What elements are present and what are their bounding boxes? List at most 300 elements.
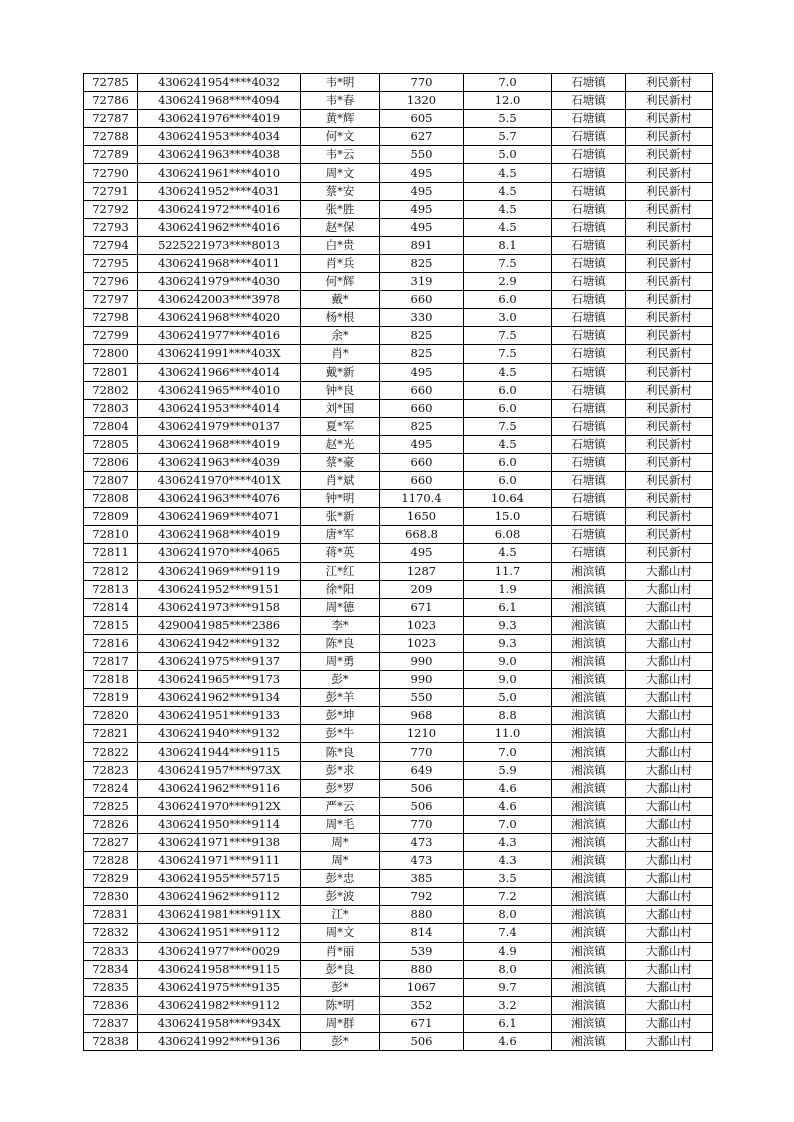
id-number-cell: 4306241969****9119 (138, 562, 301, 580)
town-cell: 石塘镇 (552, 381, 626, 399)
id-number-cell: 4306241982****9112 (138, 996, 301, 1014)
id-number-cell: 4306241951****9133 (138, 707, 301, 725)
serial-number-cell: 72788 (84, 128, 138, 146)
amount-cell: 495 (380, 363, 464, 381)
table-row (84, 128, 713, 146)
amount-cell: 495 (380, 218, 464, 236)
village-cell: 利民新村 (626, 544, 713, 562)
serial-number-cell: 72793 (84, 218, 138, 236)
id-number-cell: 4306241970****401X (138, 472, 301, 490)
serial-number-cell: 72824 (84, 779, 138, 797)
village-cell: 大鄱山村 (626, 761, 713, 779)
area-cell: 4.6 (464, 1032, 552, 1050)
serial-number-cell: 72822 (84, 743, 138, 761)
id-number-cell: 4306241972****4016 (138, 200, 301, 218)
table-row (84, 74, 713, 92)
area-cell: 15.0 (464, 508, 552, 526)
area-cell: 10.64 (464, 490, 552, 508)
area-cell: 4.5 (464, 435, 552, 453)
town-cell: 湘滨镇 (552, 616, 626, 634)
village-cell: 利民新村 (626, 200, 713, 218)
id-number-cell: 4306241979****4030 (138, 273, 301, 291)
name-cell: 蒋*英 (301, 544, 380, 562)
name-cell: 江* (301, 906, 380, 924)
village-cell: 利民新村 (626, 92, 713, 110)
town-cell: 湘滨镇 (552, 562, 626, 580)
village-cell: 利民新村 (626, 453, 713, 471)
area-cell: 7.0 (464, 743, 552, 761)
area-cell: 4.6 (464, 779, 552, 797)
area-cell: 5.0 (464, 146, 552, 164)
town-cell: 石塘镇 (552, 526, 626, 544)
table-row (84, 689, 713, 707)
name-cell: 徐*阳 (301, 580, 380, 598)
name-cell: 彭* (301, 1032, 380, 1050)
id-number-cell: 4306241940****9132 (138, 725, 301, 743)
village-cell: 利民新村 (626, 399, 713, 417)
area-cell: 8.0 (464, 960, 552, 978)
table-row (84, 381, 713, 399)
town-cell: 湘滨镇 (552, 942, 626, 960)
serial-number-cell: 72826 (84, 815, 138, 833)
town-cell: 石塘镇 (552, 399, 626, 417)
village-cell: 利民新村 (626, 417, 713, 435)
amount-cell: 506 (380, 779, 464, 797)
village-cell: 大鄱山村 (626, 707, 713, 725)
table-body (84, 74, 713, 1051)
table-row (84, 508, 713, 526)
serial-number-cell: 72820 (84, 707, 138, 725)
name-cell: 张*新 (301, 508, 380, 526)
name-cell: 杨*根 (301, 309, 380, 327)
table-row (84, 960, 713, 978)
serial-number-cell: 72794 (84, 236, 138, 254)
area-cell: 6.08 (464, 526, 552, 544)
name-cell: 钟*明 (301, 490, 380, 508)
serial-number-cell: 72832 (84, 924, 138, 942)
serial-number-cell: 72805 (84, 435, 138, 453)
table-row (84, 707, 713, 725)
serial-number-cell: 72796 (84, 273, 138, 291)
amount-cell: 660 (380, 399, 464, 417)
id-number-cell: 4306241951****9112 (138, 924, 301, 942)
id-number-cell: 4306241950****9114 (138, 815, 301, 833)
town-cell: 湘滨镇 (552, 797, 626, 815)
id-number-cell: 4306241963****4039 (138, 453, 301, 471)
village-cell: 大鄱山村 (626, 580, 713, 598)
name-cell: 肖*斌 (301, 472, 380, 490)
town-cell: 湘滨镇 (552, 960, 626, 978)
amount-cell: 550 (380, 146, 464, 164)
amount-cell: 1210 (380, 725, 464, 743)
serial-number-cell: 72787 (84, 110, 138, 128)
amount-cell: 1170.4 (380, 490, 464, 508)
village-cell: 大鄱山村 (626, 725, 713, 743)
name-cell: 戴* (301, 291, 380, 309)
id-number-cell: 4306241968****4019 (138, 526, 301, 544)
table-row (84, 743, 713, 761)
amount-cell: 209 (380, 580, 464, 598)
area-cell: 3.2 (464, 996, 552, 1014)
serial-number-cell: 72837 (84, 1014, 138, 1032)
area-cell: 6.0 (464, 453, 552, 471)
table-row (84, 254, 713, 272)
village-cell: 大鄱山村 (626, 852, 713, 870)
town-cell: 湘滨镇 (552, 815, 626, 833)
town-cell: 石塘镇 (552, 309, 626, 327)
id-number-cell: 4306241968****4011 (138, 254, 301, 272)
town-cell: 湘滨镇 (552, 707, 626, 725)
area-cell: 4.5 (464, 544, 552, 562)
amount-cell: 495 (380, 544, 464, 562)
area-cell: 4.5 (464, 363, 552, 381)
amount-cell: 649 (380, 761, 464, 779)
area-cell: 1.9 (464, 580, 552, 598)
village-cell: 利民新村 (626, 128, 713, 146)
amount-cell: 506 (380, 1032, 464, 1050)
name-cell: 唐*军 (301, 526, 380, 544)
name-cell: 蔡*豪 (301, 453, 380, 471)
table-row (84, 236, 713, 254)
area-cell: 8.8 (464, 707, 552, 725)
amount-cell: 473 (380, 852, 464, 870)
serial-number-cell: 72808 (84, 490, 138, 508)
amount-cell: 1320 (380, 92, 464, 110)
id-number-cell: 4306241968****4019 (138, 435, 301, 453)
village-cell: 大鄱山村 (626, 689, 713, 707)
area-cell: 11.0 (464, 725, 552, 743)
village-cell: 大鄱山村 (626, 960, 713, 978)
table-row (84, 435, 713, 453)
name-cell: 陈*良 (301, 634, 380, 652)
table-row (84, 833, 713, 851)
table-row (84, 453, 713, 471)
name-cell: 韦*明 (301, 74, 380, 92)
serial-number-cell: 72803 (84, 399, 138, 417)
table-row (84, 417, 713, 435)
name-cell: 钟*良 (301, 381, 380, 399)
name-cell: 韦*云 (301, 146, 380, 164)
town-cell: 湘滨镇 (552, 852, 626, 870)
serial-number-cell: 72813 (84, 580, 138, 598)
table-row (84, 544, 713, 562)
id-number-cell: 4306241966****4014 (138, 363, 301, 381)
area-cell: 9.3 (464, 616, 552, 634)
area-cell: 3.5 (464, 870, 552, 888)
village-cell: 利民新村 (626, 327, 713, 345)
serial-number-cell: 72792 (84, 200, 138, 218)
area-cell: 8.0 (464, 906, 552, 924)
name-cell: 赵*保 (301, 218, 380, 236)
id-number-cell: 4306241971****9111 (138, 852, 301, 870)
village-cell: 大鄱山村 (626, 1014, 713, 1032)
amount-cell: 1023 (380, 616, 464, 634)
town-cell: 湘滨镇 (552, 978, 626, 996)
town-cell: 湘滨镇 (552, 779, 626, 797)
town-cell: 湘滨镇 (552, 653, 626, 671)
area-cell: 5.5 (464, 110, 552, 128)
village-cell: 大鄱山村 (626, 942, 713, 960)
name-cell: 彭* (301, 978, 380, 996)
amount-cell: 1287 (380, 562, 464, 580)
serial-number-cell: 72835 (84, 978, 138, 996)
serial-number-cell: 72785 (84, 74, 138, 92)
name-cell: 肖* (301, 345, 380, 363)
village-cell: 大鄱山村 (626, 833, 713, 851)
area-cell: 11.7 (464, 562, 552, 580)
amount-cell: 792 (380, 888, 464, 906)
amount-cell: 1023 (380, 634, 464, 652)
table-row (84, 888, 713, 906)
area-cell: 4.5 (464, 218, 552, 236)
area-cell: 5.7 (464, 128, 552, 146)
table-row (84, 526, 713, 544)
area-cell: 7.4 (464, 924, 552, 942)
table-row (84, 1032, 713, 1050)
area-cell: 9.0 (464, 671, 552, 689)
area-cell: 7.5 (464, 417, 552, 435)
serial-number-cell: 72797 (84, 291, 138, 309)
id-number-cell: 4306241976****4019 (138, 110, 301, 128)
town-cell: 湘滨镇 (552, 1032, 626, 1050)
id-number-cell: 4306241970****4065 (138, 544, 301, 562)
name-cell: 周*文 (301, 924, 380, 942)
table-row (84, 490, 713, 508)
amount-cell: 330 (380, 309, 464, 327)
village-cell: 大鄱山村 (626, 598, 713, 616)
town-cell: 湘滨镇 (552, 598, 626, 616)
id-number-cell: 4306241952****4031 (138, 182, 301, 200)
amount-cell: 990 (380, 653, 464, 671)
name-cell: 夏*军 (301, 417, 380, 435)
id-number-cell: 4306241957****973X (138, 761, 301, 779)
village-cell: 大鄱山村 (626, 996, 713, 1014)
serial-number-cell: 72786 (84, 92, 138, 110)
area-cell: 6.1 (464, 598, 552, 616)
name-cell: 余* (301, 327, 380, 345)
area-cell: 7.2 (464, 888, 552, 906)
name-cell: 何*辉 (301, 273, 380, 291)
serial-number-cell: 72838 (84, 1032, 138, 1050)
amount-cell: 1067 (380, 978, 464, 996)
amount-cell: 506 (380, 797, 464, 815)
serial-number-cell: 72809 (84, 508, 138, 526)
town-cell: 湘滨镇 (552, 761, 626, 779)
amount-cell: 385 (380, 870, 464, 888)
name-cell: 江*红 (301, 562, 380, 580)
data-table (83, 73, 713, 1051)
village-cell: 利民新村 (626, 146, 713, 164)
serial-number-cell: 72801 (84, 363, 138, 381)
town-cell: 石塘镇 (552, 236, 626, 254)
serial-number-cell: 72816 (84, 634, 138, 652)
area-cell: 6.0 (464, 472, 552, 490)
village-cell: 大鄱山村 (626, 815, 713, 833)
area-cell: 8.1 (464, 236, 552, 254)
area-cell: 7.0 (464, 74, 552, 92)
id-number-cell: 4306241971****9138 (138, 833, 301, 851)
town-cell: 石塘镇 (552, 200, 626, 218)
town-cell: 石塘镇 (552, 472, 626, 490)
amount-cell: 495 (380, 435, 464, 453)
area-cell: 7.5 (464, 345, 552, 363)
amount-cell: 473 (380, 833, 464, 851)
id-number-cell: 4306241975****9137 (138, 653, 301, 671)
area-cell: 12.0 (464, 92, 552, 110)
serial-number-cell: 72818 (84, 671, 138, 689)
name-cell: 张*胜 (301, 200, 380, 218)
area-cell: 9.0 (464, 653, 552, 671)
id-number-cell: 4306241954****4032 (138, 74, 301, 92)
name-cell: 戴*新 (301, 363, 380, 381)
id-number-cell: 4306241942****9132 (138, 634, 301, 652)
name-cell: 周*勇 (301, 653, 380, 671)
name-cell: 黄*辉 (301, 110, 380, 128)
village-cell: 利民新村 (626, 74, 713, 92)
id-number-cell: 4306241965****4010 (138, 381, 301, 399)
area-cell: 4.5 (464, 200, 552, 218)
village-cell: 利民新村 (626, 273, 713, 291)
area-cell: 4.9 (464, 942, 552, 960)
table-row (84, 852, 713, 870)
id-number-cell: 4306241962****9116 (138, 779, 301, 797)
village-cell: 大鄱山村 (626, 906, 713, 924)
village-cell: 利民新村 (626, 345, 713, 363)
town-cell: 石塘镇 (552, 218, 626, 236)
id-number-cell: 4306241968****4020 (138, 309, 301, 327)
table-row (84, 273, 713, 291)
table-row (84, 634, 713, 652)
village-cell: 大鄱山村 (626, 743, 713, 761)
id-number-cell: 4306241977****0029 (138, 942, 301, 960)
id-number-cell: 5225221973****8013 (138, 236, 301, 254)
name-cell: 陈*明 (301, 996, 380, 1014)
table-row (84, 146, 713, 164)
serial-number-cell: 72806 (84, 453, 138, 471)
town-cell: 石塘镇 (552, 254, 626, 272)
area-cell: 6.0 (464, 399, 552, 417)
table-row (84, 92, 713, 110)
village-cell: 大鄱山村 (626, 924, 713, 942)
serial-number-cell: 72791 (84, 182, 138, 200)
table-row (84, 797, 713, 815)
town-cell: 石塘镇 (552, 110, 626, 128)
serial-number-cell: 72833 (84, 942, 138, 960)
name-cell: 彭*坤 (301, 707, 380, 725)
amount-cell: 319 (380, 273, 464, 291)
amount-cell: 891 (380, 236, 464, 254)
table-row (84, 906, 713, 924)
village-cell: 利民新村 (626, 164, 713, 182)
amount-cell: 990 (380, 671, 464, 689)
area-cell: 2.9 (464, 273, 552, 291)
village-cell: 大鄱山村 (626, 1032, 713, 1050)
table-row (84, 110, 713, 128)
town-cell: 石塘镇 (552, 435, 626, 453)
town-cell: 湘滨镇 (552, 906, 626, 924)
town-cell: 湘滨镇 (552, 725, 626, 743)
area-cell: 5.0 (464, 689, 552, 707)
village-cell: 利民新村 (626, 508, 713, 526)
id-number-cell: 4306241958****934X (138, 1014, 301, 1032)
name-cell: 白*贵 (301, 236, 380, 254)
amount-cell: 550 (380, 689, 464, 707)
id-number-cell: 4306241979****0137 (138, 417, 301, 435)
town-cell: 石塘镇 (552, 417, 626, 435)
serial-number-cell: 72810 (84, 526, 138, 544)
town-cell: 石塘镇 (552, 182, 626, 200)
table-row (84, 761, 713, 779)
id-number-cell: 4306241992****9136 (138, 1032, 301, 1050)
table-row (84, 815, 713, 833)
serial-number-cell: 72828 (84, 852, 138, 870)
amount-cell: 814 (380, 924, 464, 942)
table-row (84, 164, 713, 182)
table-row (84, 942, 713, 960)
name-cell: 周* (301, 852, 380, 870)
town-cell: 湘滨镇 (552, 888, 626, 906)
town-cell: 石塘镇 (552, 327, 626, 345)
id-number-cell: 4306241953****4034 (138, 128, 301, 146)
id-number-cell: 4306241955****5715 (138, 870, 301, 888)
table-row (84, 978, 713, 996)
area-cell: 7.5 (464, 254, 552, 272)
name-cell: 周*群 (301, 1014, 380, 1032)
name-cell: 肖*丽 (301, 942, 380, 960)
village-cell: 利民新村 (626, 363, 713, 381)
table-row (84, 562, 713, 580)
town-cell: 湘滨镇 (552, 743, 626, 761)
id-number-cell: 4306241977****4016 (138, 327, 301, 345)
amount-cell: 825 (380, 345, 464, 363)
table-row (84, 598, 713, 616)
village-cell: 利民新村 (626, 254, 713, 272)
serial-number-cell: 72814 (84, 598, 138, 616)
table-row (84, 399, 713, 417)
area-cell: 6.1 (464, 1014, 552, 1032)
id-number-cell: 4306241963****4038 (138, 146, 301, 164)
serial-number-cell: 72802 (84, 381, 138, 399)
serial-number-cell: 72836 (84, 996, 138, 1014)
table-row (84, 725, 713, 743)
amount-cell: 880 (380, 960, 464, 978)
id-number-cell: 4306241953****4014 (138, 399, 301, 417)
id-number-cell: 4306241968****4094 (138, 92, 301, 110)
town-cell: 湘滨镇 (552, 996, 626, 1014)
table-row (84, 653, 713, 671)
town-cell: 石塘镇 (552, 92, 626, 110)
village-cell: 利民新村 (626, 381, 713, 399)
amount-cell: 825 (380, 417, 464, 435)
town-cell: 湘滨镇 (552, 870, 626, 888)
id-number-cell: 4306241963****4076 (138, 490, 301, 508)
table-row (84, 345, 713, 363)
amount-cell: 770 (380, 74, 464, 92)
serial-number-cell: 72831 (84, 906, 138, 924)
serial-number-cell: 72821 (84, 725, 138, 743)
town-cell: 石塘镇 (552, 273, 626, 291)
id-number-cell: 4306241962****9112 (138, 888, 301, 906)
serial-number-cell: 72825 (84, 797, 138, 815)
table-row (84, 996, 713, 1014)
name-cell: 彭*羊 (301, 689, 380, 707)
village-cell: 利民新村 (626, 472, 713, 490)
id-number-cell: 4306241969****4071 (138, 508, 301, 526)
village-cell: 利民新村 (626, 490, 713, 508)
town-cell: 石塘镇 (552, 164, 626, 182)
serial-number-cell: 72812 (84, 562, 138, 580)
table-row (84, 580, 713, 598)
